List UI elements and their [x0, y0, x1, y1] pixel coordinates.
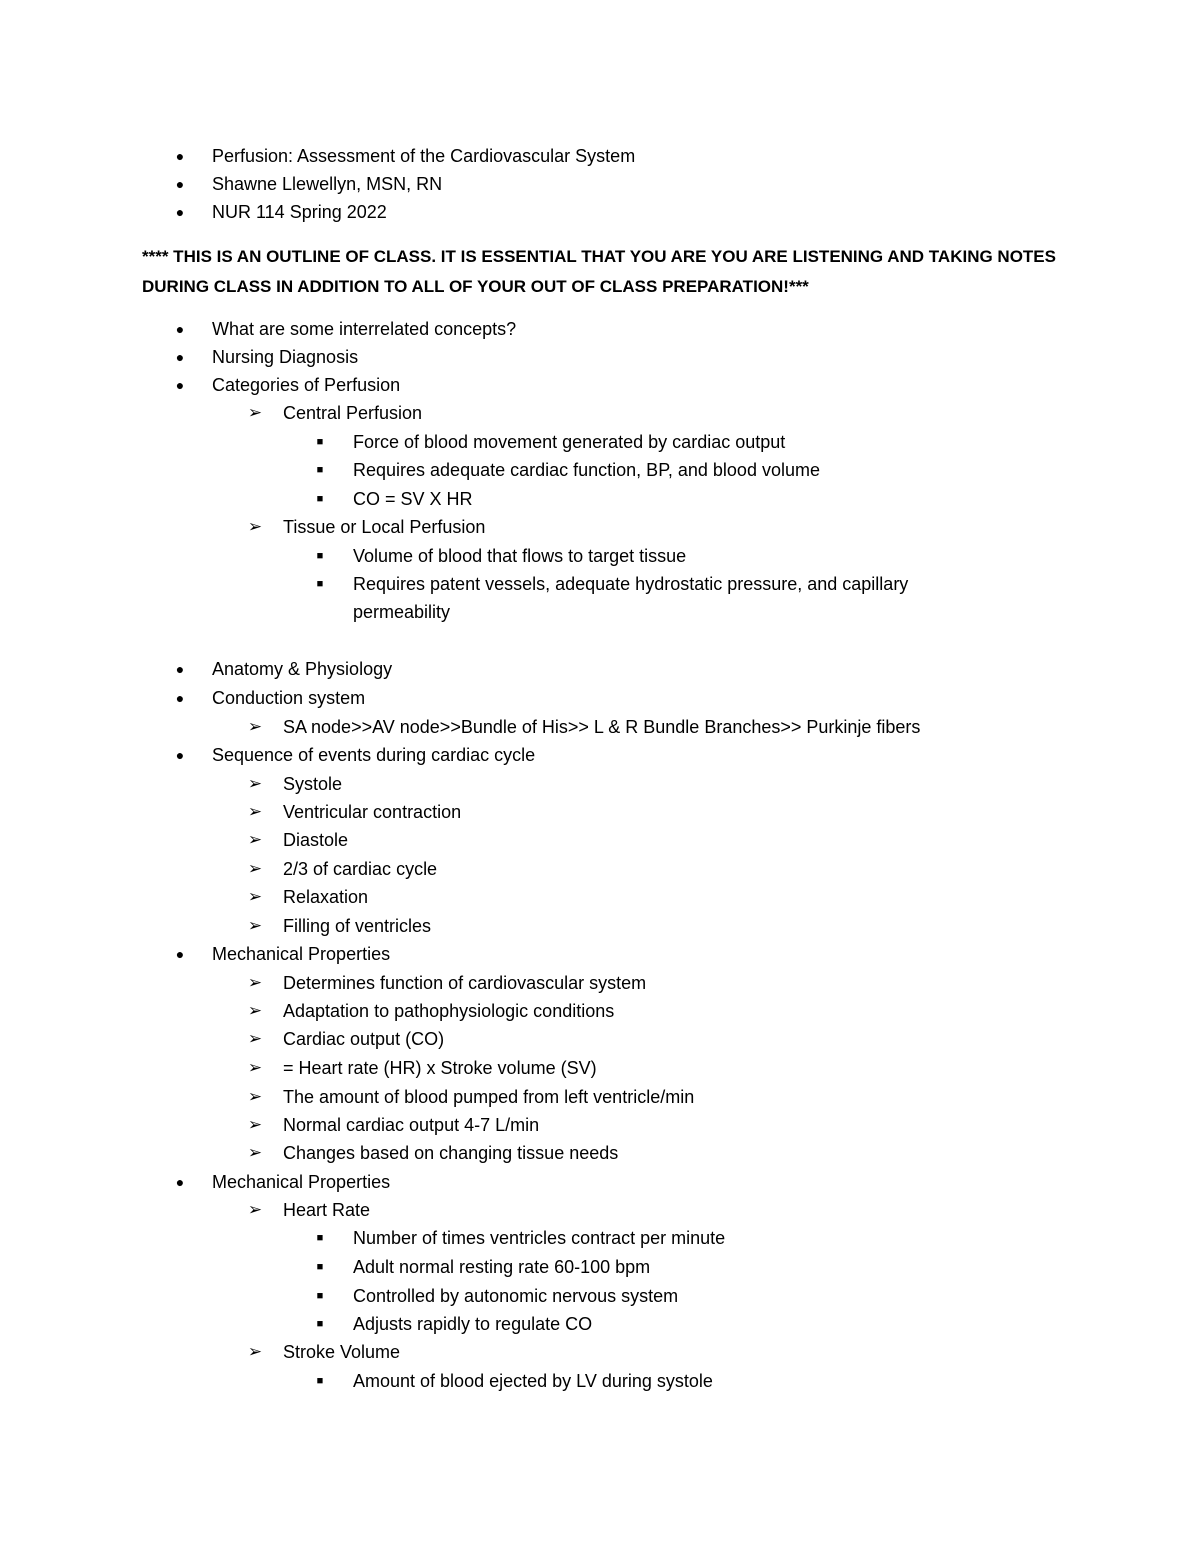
- arrow-bullet-icon: ➢: [247, 830, 263, 849]
- arrow-bullet-icon: ➢: [247, 1143, 263, 1162]
- list-item-text: Heart Rate: [283, 1200, 371, 1220]
- list-item-text: Normal cardiac output 4-7 L/min: [283, 1115, 540, 1135]
- list-item-text: The amount of blood pumped from left ventricle/min: [283, 1087, 695, 1107]
- list-item-text: Determines function of cardiovascular system: [283, 973, 647, 993]
- arrow-bullet-icon: ➢: [247, 774, 263, 793]
- bullet-icon: ●: [175, 349, 185, 365]
- square-bullet-icon: ■: [316, 578, 324, 590]
- list-item-text: Filling of ventricles: [283, 916, 432, 936]
- arrow-bullet-icon: ➢: [247, 887, 263, 906]
- arrow-bullet-icon: ➢: [247, 717, 263, 736]
- bullet-icon: ●: [175, 1174, 185, 1190]
- list-item-text: Cardiac output (CO): [283, 1029, 445, 1049]
- list-item-text: Systole: [283, 774, 343, 794]
- list-item-text: Number of times ventricles contract per minute: [353, 1228, 726, 1248]
- square-bullet-icon: ■: [316, 1232, 324, 1244]
- list-item-text: = Heart rate (HR) x Stroke volume (SV): [283, 1058, 597, 1078]
- bullet-icon: ●: [175, 661, 185, 677]
- list-item-text: Adult normal resting rate 60-100 bpm: [353, 1257, 651, 1277]
- arrow-bullet-icon: ➢: [247, 1087, 263, 1106]
- list-item-text: What are some interrelated concepts?: [212, 319, 517, 339]
- list-item-text: Stroke Volume: [283, 1342, 401, 1362]
- bullet-icon: ●: [175, 377, 185, 393]
- list-item-text: Amount of blood ejected by LV during systole: [353, 1371, 713, 1391]
- list-item-text: Conduction system: [212, 688, 366, 708]
- arrow-bullet-icon: ➢: [247, 802, 263, 821]
- square-bullet-icon: ■: [316, 464, 324, 476]
- bullet-icon: ●: [175, 747, 185, 763]
- list-item-text: Central Perfusion: [283, 403, 423, 423]
- bullet-icon: ●: [175, 321, 185, 337]
- arrow-bullet-icon: ➢: [247, 1001, 263, 1020]
- bullet-icon: ●: [175, 176, 185, 192]
- arrow-bullet-icon: ➢: [247, 1115, 263, 1134]
- arrow-bullet-icon: ➢: [247, 1342, 263, 1361]
- list-item-text: Sequence of events during cardiac cycle: [212, 745, 536, 765]
- header-author: Shawne Llewellyn, MSN, RN: [212, 174, 443, 194]
- header-title: Perfusion: Assessment of the Cardiovascular System: [212, 146, 636, 166]
- list-item-text: Diastole: [283, 830, 349, 850]
- list-item-text: Tissue or Local Perfusion: [283, 517, 486, 537]
- arrow-bullet-icon: ➢: [247, 1058, 263, 1077]
- arrow-bullet-icon: ➢: [247, 1200, 263, 1219]
- bullet-icon: ●: [175, 690, 185, 706]
- arrow-bullet-icon: ➢: [247, 1029, 263, 1048]
- arrow-bullet-icon: ➢: [247, 859, 263, 878]
- list-item-text: Changes based on changing tissue needs: [283, 1143, 619, 1163]
- list-item-text: permeability: [353, 602, 451, 622]
- arrow-bullet-icon: ➢: [247, 973, 263, 992]
- arrow-bullet-icon: ➢: [247, 517, 263, 536]
- list-item-text: Requires adequate cardiac function, BP, and blood volume: [353, 460, 820, 480]
- list-item-text: Categories of Perfusion: [212, 375, 401, 395]
- square-bullet-icon: ■: [316, 1261, 324, 1273]
- bullet-icon: ●: [175, 148, 185, 164]
- bullet-icon: ●: [175, 946, 185, 962]
- list-item-text: CO = SV X HR: [353, 489, 473, 509]
- list-item-text: 2/3 of cardiac cycle: [283, 859, 438, 879]
- bullet-icon: ●: [175, 204, 185, 220]
- list-item-text: Volume of blood that flows to target tissue: [353, 546, 687, 566]
- square-bullet-icon: ■: [316, 1290, 324, 1302]
- list-item-text: Requires patent vessels, adequate hydrostatic pressure, and capillary: [353, 574, 909, 594]
- header-course: NUR 114 Spring 2022: [212, 202, 387, 222]
- list-item-text: Mechanical Properties: [212, 1172, 391, 1192]
- square-bullet-icon: ■: [316, 1375, 324, 1387]
- list-item-text: Mechanical Properties: [212, 944, 391, 964]
- square-bullet-icon: ■: [316, 493, 324, 505]
- list-item-text: Ventricular contraction: [283, 802, 462, 822]
- list-item-text: Controlled by autonomic nervous system: [353, 1286, 679, 1306]
- square-bullet-icon: ■: [316, 550, 324, 562]
- list-item-text: Relaxation: [283, 887, 369, 907]
- class-notice: **** THIS IS AN OUTLINE OF CLASS. IT IS ESSENTIAL THAT YOU ARE YOU ARE LISTENING AND TAKING NOTES DURING CLASS IN ADDITION TO ALL OF YOUR OUT OF CLASS PREPARATION!***: [142, 247, 1056, 296]
- list-item-text: Adaptation to pathophysiologic conditions: [283, 1001, 615, 1021]
- square-bullet-icon: ■: [316, 436, 324, 448]
- list-item-text: Force of blood movement generated by cardiac output: [353, 432, 786, 452]
- list-item-text: Adjusts rapidly to regulate CO: [353, 1314, 593, 1334]
- list-item-text: Anatomy & Physiology: [212, 659, 393, 679]
- arrow-bullet-icon: ➢: [247, 403, 263, 422]
- list-item-text: SA node>>AV node>>Bundle of His>> L & R Bundle Branches>> Purkinje fibers: [283, 717, 921, 737]
- list-item-text: Nursing Diagnosis: [212, 347, 359, 367]
- square-bullet-icon: ■: [316, 1318, 324, 1330]
- arrow-bullet-icon: ➢: [247, 916, 263, 935]
